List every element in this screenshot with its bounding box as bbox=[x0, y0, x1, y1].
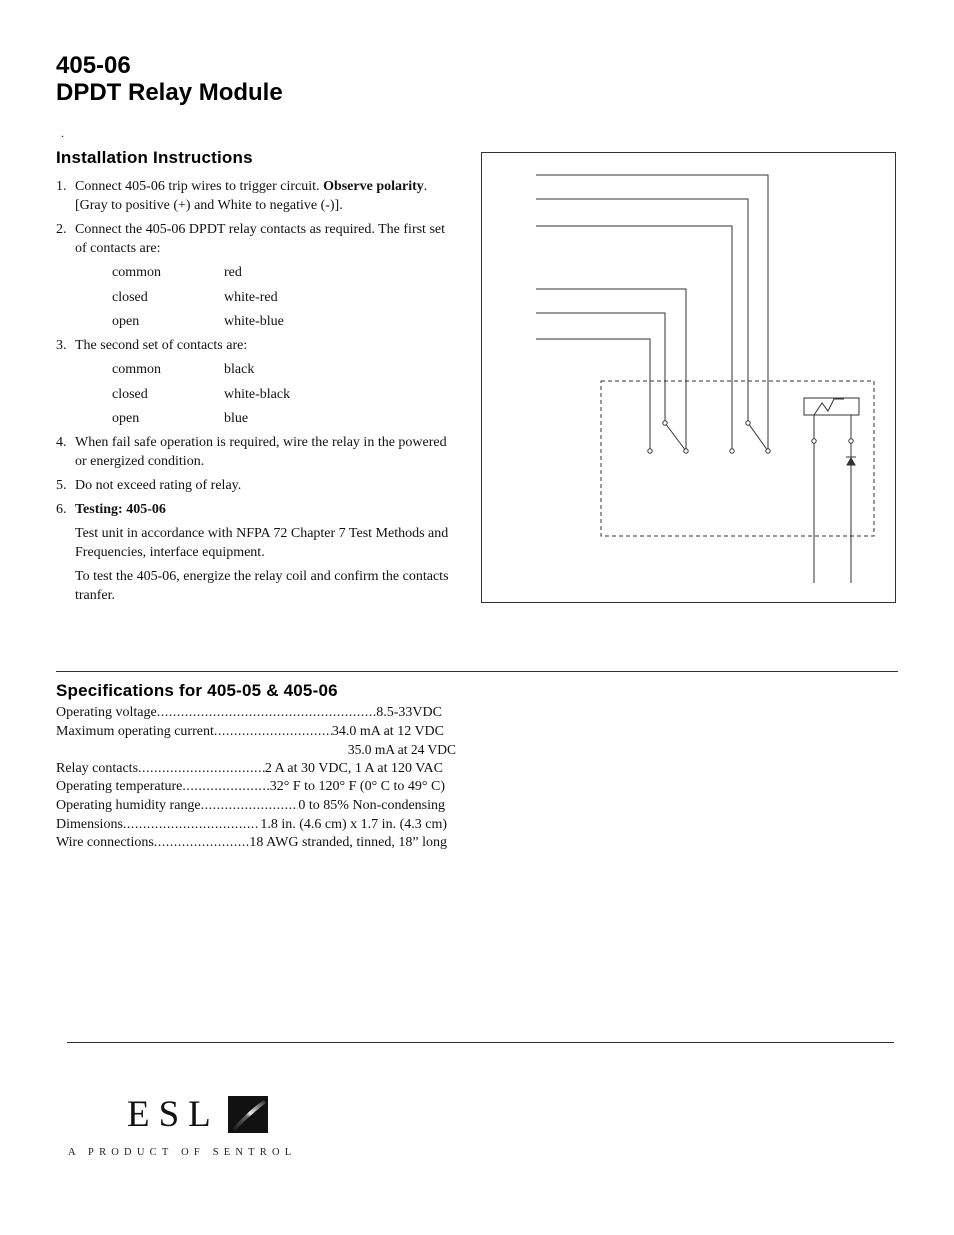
terminal bbox=[849, 439, 853, 443]
wiring-diagram bbox=[481, 152, 896, 603]
wire-lead-6 bbox=[536, 339, 650, 451]
spec-row-continuation: 35.0 mA at 24 VDC bbox=[347, 742, 456, 758]
product-name: DPDT Relay Module bbox=[56, 79, 283, 106]
specifications-heading: Specifications for 405-05 & 405-06 bbox=[56, 681, 338, 700]
step-6: 6. Testing: 405-06 Test unit in accordance with NFPA 72 Chapter 7 Test Methods and Frequencies, interface equipment. To test the 405-06, energize the relay coil and confirm the contacts tranfer. bbox=[56, 502, 449, 603]
step-3: 3. The second set of contacts are: common black closed white-black open blue bbox=[56, 336, 451, 428]
terminal bbox=[766, 449, 770, 453]
terminal bbox=[730, 449, 734, 453]
wire-lead-5 bbox=[536, 313, 665, 423]
spec-row: Operating voltage ..... 8.5-33VDC bbox=[56, 704, 442, 723]
step-4: 4. When fail safe operation is required, wire the relay in the powered or energized condition. bbox=[56, 435, 447, 469]
spec-row: Relay contacts ..... 2 A at 30 VDC, 1 A at 120 VAC bbox=[56, 760, 443, 779]
coil-symbol bbox=[814, 399, 844, 415]
switch-arm-2 bbox=[748, 423, 768, 451]
brand-logo-icon bbox=[228, 1096, 268, 1133]
second-contact-set bbox=[112, 360, 451, 428]
terminal bbox=[648, 449, 652, 453]
brand-tagline: A PRODUCT OF SENTROL bbox=[68, 1147, 297, 1158]
step-1: 1. Connect 405-06 trip wires to trigger circuit. Observe polarity. [Gray to positive (+) and White to negative (-)]. bbox=[56, 179, 428, 213]
installation-heading: Installation Instructions bbox=[56, 148, 253, 167]
contact-row: closed white-red bbox=[112, 289, 278, 305]
diode-symbol bbox=[847, 458, 855, 465]
terminal bbox=[812, 439, 816, 443]
brand-logo-text: ESL bbox=[127, 1094, 220, 1135]
step-2: 2. Connect the 405-06 DPDT relay contacts as required. The first set of contacts are: common red closed white-red open white-blue bbox=[56, 220, 451, 331]
contact-row: common red bbox=[112, 265, 242, 280]
contact-row: open white-blue bbox=[112, 314, 284, 329]
contact-row: common black bbox=[112, 362, 255, 377]
step-5: 5. Do not exceed rating of relay. bbox=[56, 478, 242, 493]
wire-lead-2 bbox=[536, 199, 748, 423]
installation-steps bbox=[56, 177, 451, 610]
first-contact-set bbox=[112, 263, 451, 331]
spec-row: Operating humidity range ..... 0 to 85% Non-condensing bbox=[56, 797, 445, 816]
relay-housing bbox=[601, 381, 874, 536]
model-number: 405-06 bbox=[56, 52, 131, 79]
relay-schematic bbox=[482, 153, 897, 604]
terminal bbox=[684, 449, 688, 453]
section-divider bbox=[56, 671, 898, 672]
spec-row: Operating temperature ..... 32° F to 120° F (0° C to 49° C) bbox=[56, 778, 445, 797]
footer-divider bbox=[67, 1042, 894, 1043]
spec-row: Dimensions ..... 1.8 in. (4.6 cm) x 1.7 in. (4.3 cm) bbox=[56, 816, 447, 835]
terminal bbox=[663, 421, 667, 425]
specifications-list bbox=[56, 704, 456, 853]
relay-coil bbox=[804, 398, 859, 415]
terminal bbox=[746, 421, 750, 425]
stray-mark: . bbox=[61, 126, 64, 140]
switch-arm-1 bbox=[665, 423, 686, 451]
contact-row: closed white-black bbox=[112, 386, 291, 402]
contact-row: open blue bbox=[112, 411, 249, 426]
spec-row: Maximum operating current ..... 34.0 mA at 12 VDC bbox=[56, 723, 444, 742]
page-title bbox=[56, 52, 283, 106]
spec-row: Wire connections ..... 18 AWG stranded, tinned, 18” long bbox=[56, 834, 447, 853]
